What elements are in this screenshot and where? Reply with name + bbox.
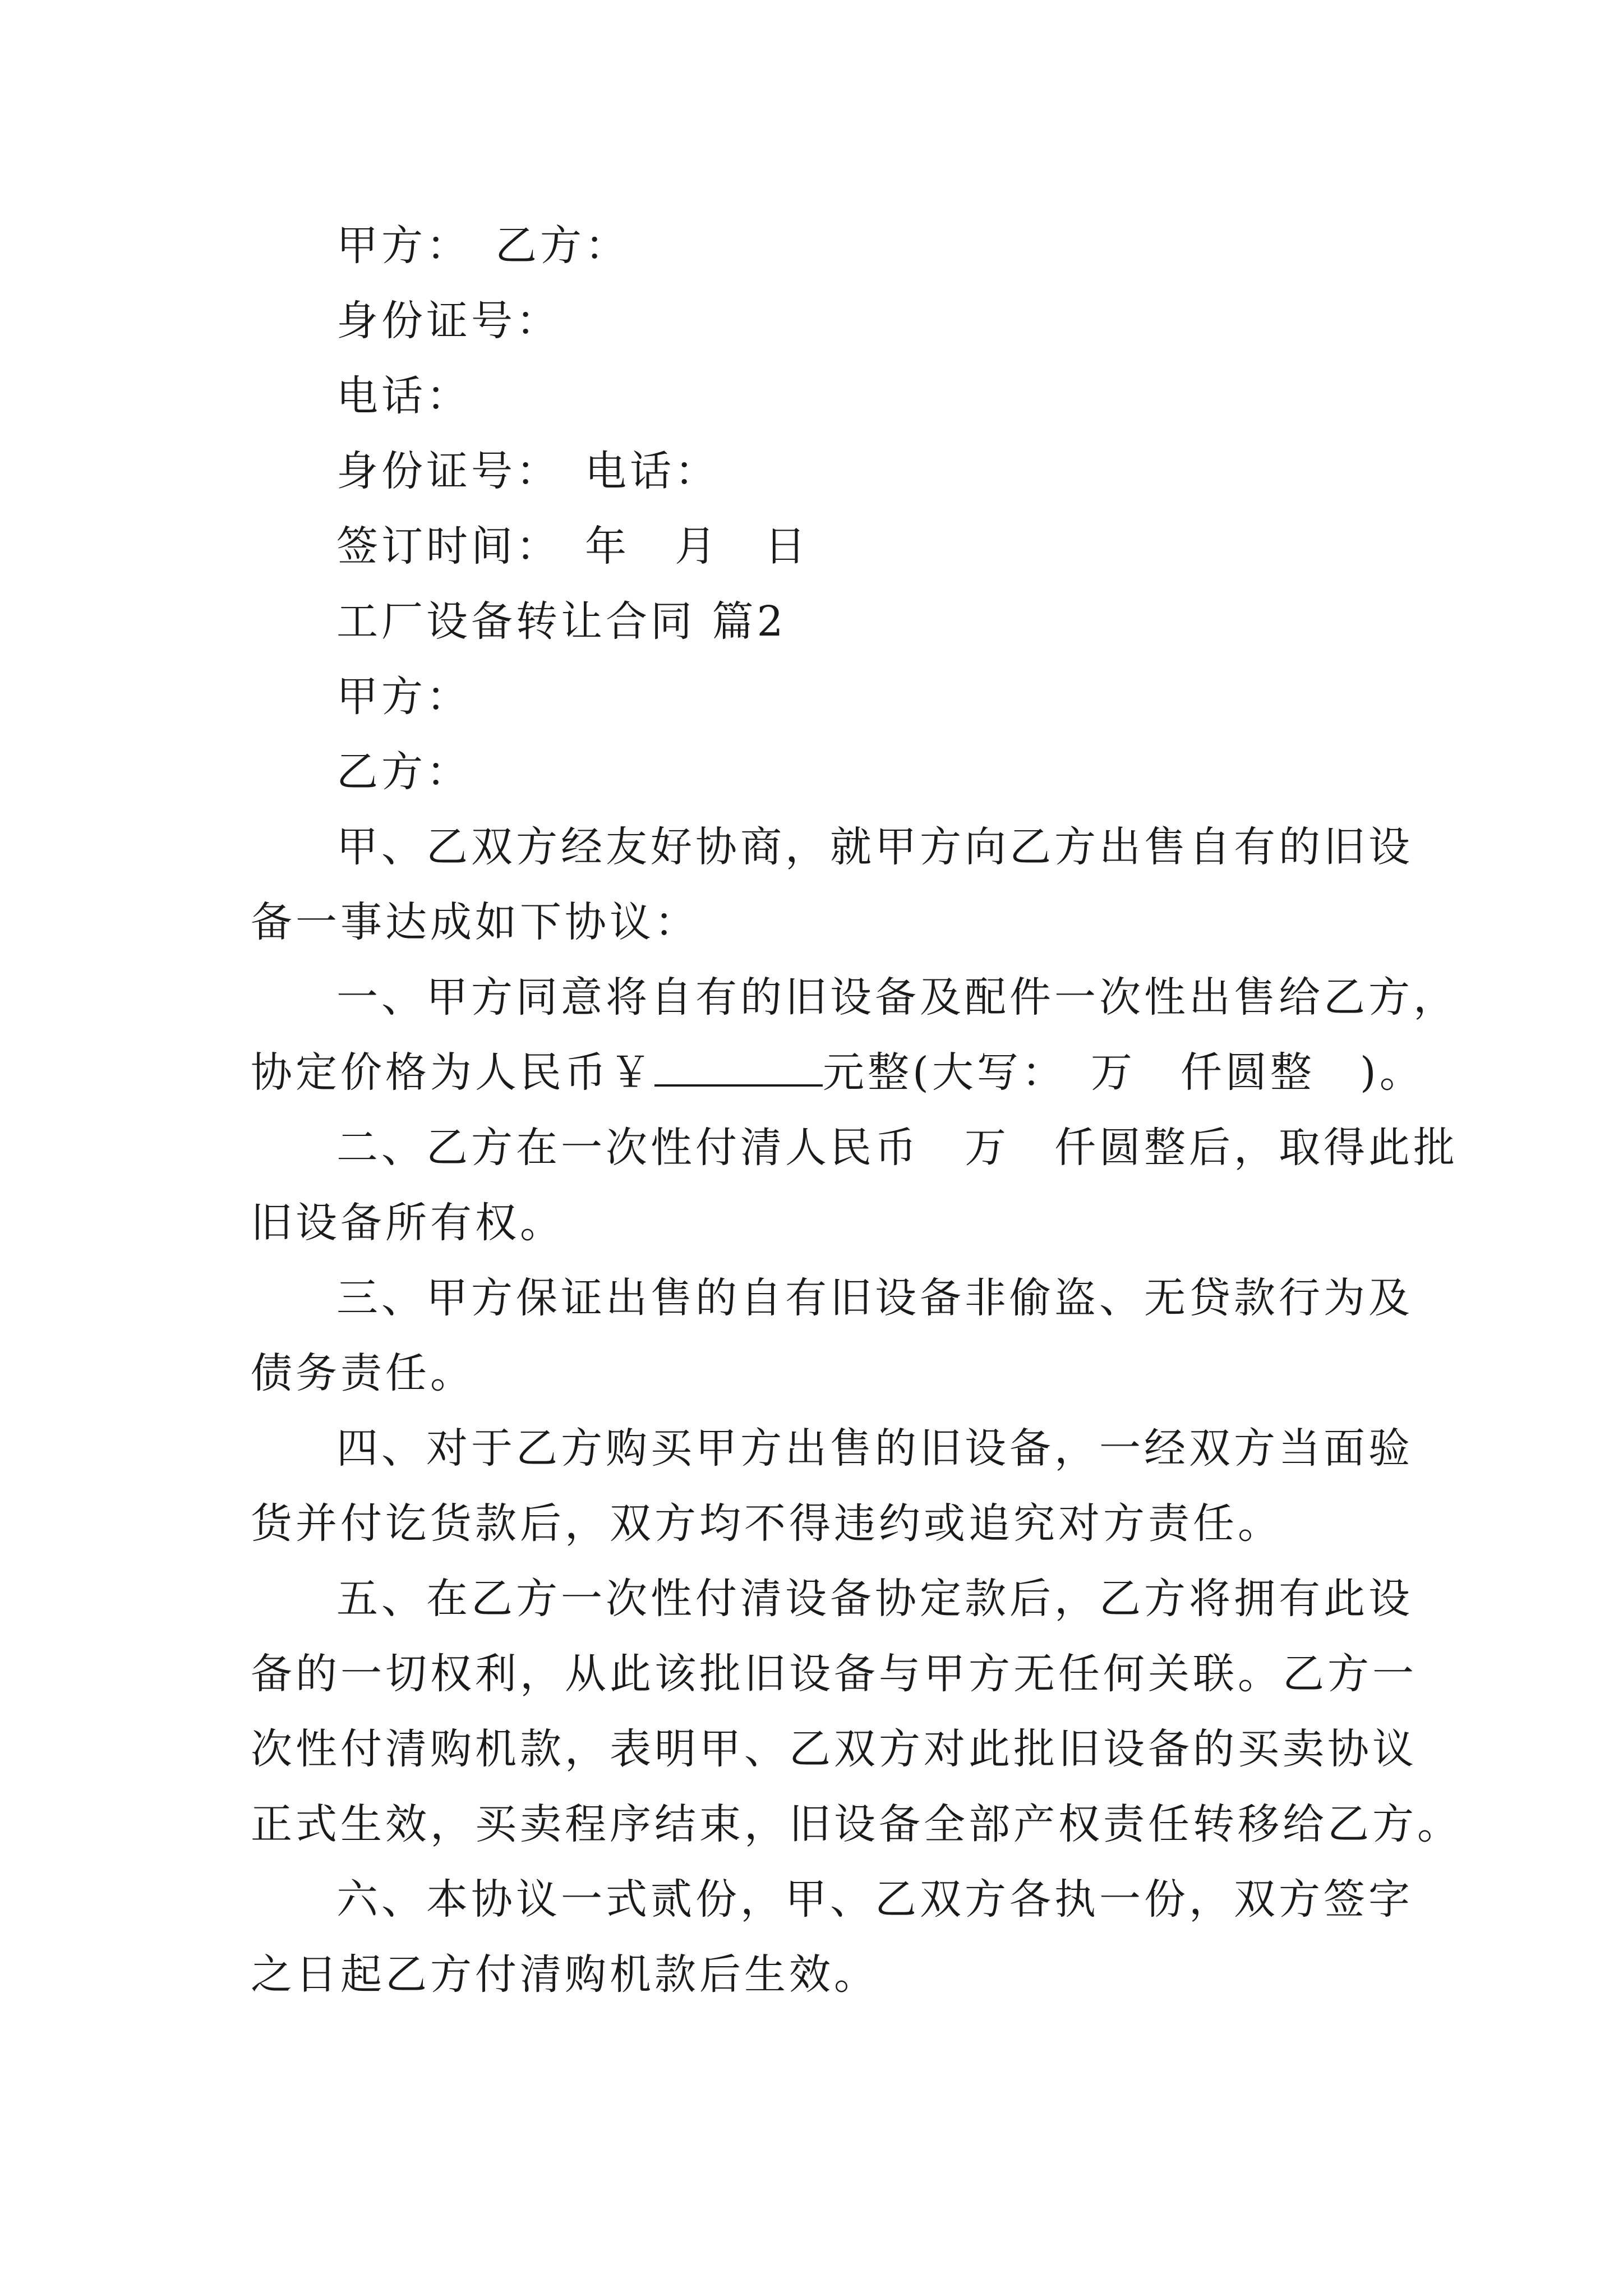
section-title: 工厂设备转让合同 篇2 xyxy=(336,597,787,646)
clause-1-price-line xyxy=(251,1045,1424,1101)
party-names-line: 甲方： 乙方： xyxy=(336,222,630,270)
signing-date-line: 签订时间： 年 月 日 xyxy=(336,522,809,570)
id-number-line: 身份证号： xyxy=(336,297,561,345)
clause-6-line: 六、本协议一式贰份，甲、乙双方各执一份，双方签字 xyxy=(336,1875,1413,1924)
phone-line: 电话： xyxy=(336,372,471,420)
clause-3-line: 三、甲方保证出售的自有旧设备非偷盗、无贷款行为及 xyxy=(336,1274,1413,1322)
clause-5-line: 备的一切权利，从此该批旧设备与甲方无任何关联。乙方一 xyxy=(251,1650,1417,1698)
price-blank[interactable] xyxy=(654,1050,823,1087)
clause-4-line: 四、对于乙方购买甲方出售的旧设备，一经双方当面验 xyxy=(336,1424,1413,1473)
clause-3-line: 债务责任。 xyxy=(251,1349,475,1397)
price-label: 协定价格为人民币￥ xyxy=(251,1048,654,1097)
intro-line: 甲、乙双方经友好协商，就甲方向乙方出售自有的旧设 xyxy=(336,823,1413,871)
id-and-phone-line: 身份证号： 电话： xyxy=(336,447,720,495)
clause-1-line: 一、甲方同意将自有的旧设备及配件一次性出售给乙方， xyxy=(336,973,1458,1022)
clause-2-line: 旧设备所有权。 xyxy=(251,1199,565,1247)
clause-5-line: 五、在乙方一次性付清设备协定款后，乙方将拥有此设 xyxy=(336,1575,1413,1623)
clause-5-line: 正式生效，买卖程序结束，旧设备全部产权责任转移给乙方。 xyxy=(251,1800,1462,1848)
party-b-line: 乙方： xyxy=(336,748,471,796)
clause-4-line: 货并付讫货款后，双方均不得违约或追究对方责任。 xyxy=(251,1499,1283,1548)
intro-line: 备一事达成如下协议： xyxy=(251,898,699,946)
clause-6-line: 之日起乙方付清购机款后生效。 xyxy=(251,1950,879,1999)
party-a-line: 甲方： xyxy=(336,673,471,721)
price-suffix: 元整(大写： 万 仟圆整 )。 xyxy=(823,1048,1424,1097)
clause-2-line: 二、乙方在一次性付清人民币 万 仟圆整后，取得此批 xyxy=(336,1124,1458,1172)
clause-5-line: 次性付清购机款，表明甲、乙双方对此批旧设备的买卖协议 xyxy=(251,1725,1417,1773)
